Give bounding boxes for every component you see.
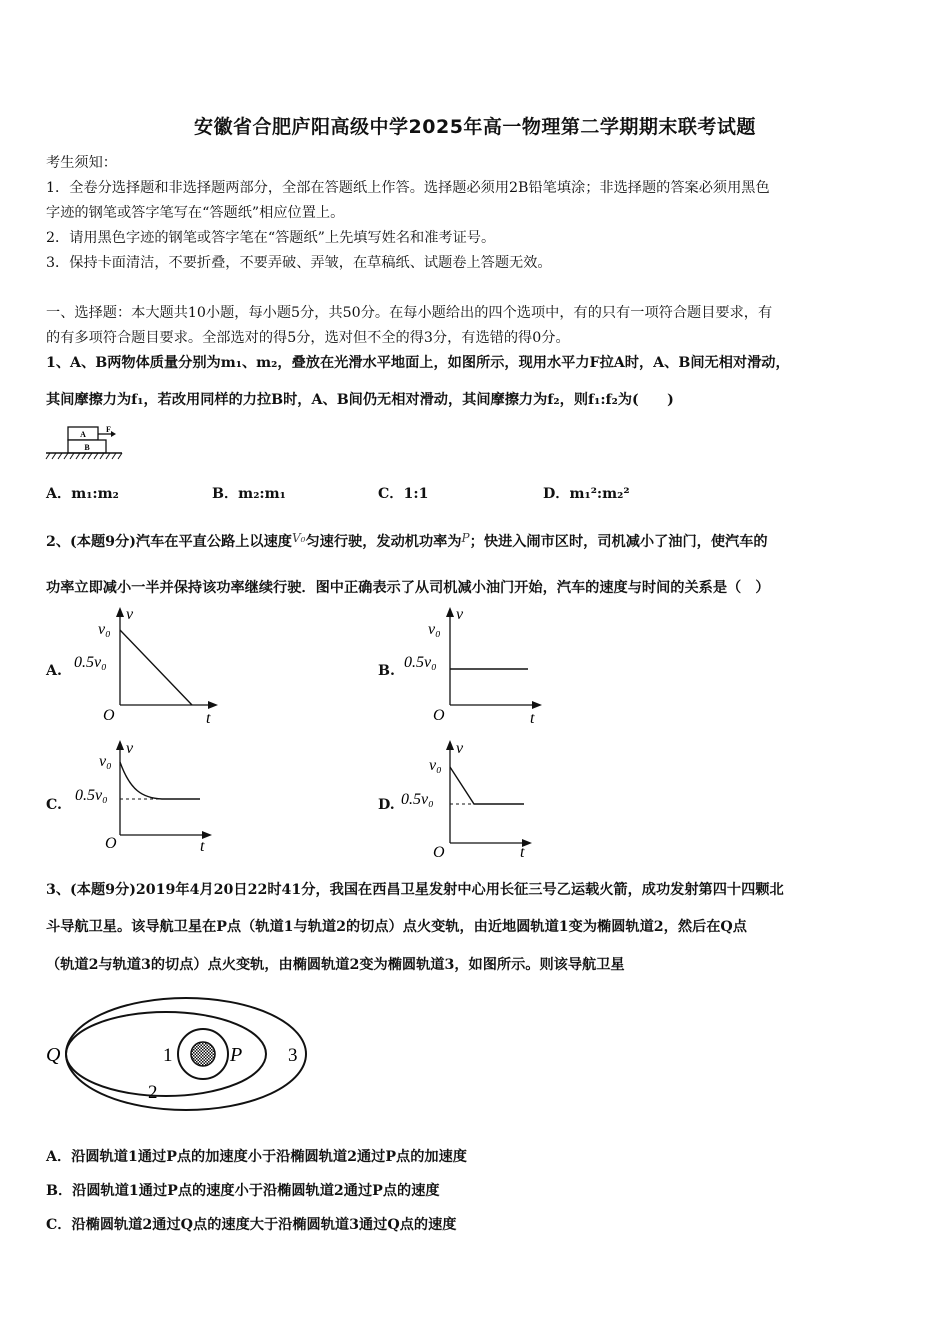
q2-graph-a — [70, 605, 230, 730]
velocity-curve — [120, 630, 192, 705]
half-v0-label: 0.5v₀ — [404, 654, 437, 671]
orbit-3-label: 3 — [288, 1045, 298, 1066]
origin-label: O — [433, 844, 445, 858]
q1-option-c: C．1:1 — [378, 486, 429, 502]
axis-label-t: t — [530, 710, 535, 727]
q2-text: 功率立即减小一半并保持该功率继续行驶．图中正确表示了从司机减小油门开始，汽车的速度与时间的关系是（ ） — [46, 580, 770, 596]
origin-label: O — [103, 707, 115, 724]
v0-label: v₀ — [99, 753, 112, 770]
half-v0-label: 0.5v₀ — [75, 787, 108, 804]
axis-label-v: v — [456, 606, 464, 623]
force-label: F — [106, 425, 111, 434]
v0-label: v₀ — [428, 621, 441, 638]
notice-line: 字迹的钢笔或答字笔写在“答题纸”相应位置上。 — [46, 205, 345, 221]
section-intro: 一、选择题：本大题共10小题，每小题5分，共50分。在每小题给出的四个选项中，有的只有一项符合题目要求，有 — [46, 305, 773, 321]
v0-label: v₀ — [98, 621, 111, 638]
q2-v0-symbol: V₀ — [291, 531, 306, 545]
q2-text-part: 2、(本题9分)汽车在平直公路上以速度 — [46, 534, 292, 550]
q1-text: 1、A、B两物体质量分别为m₁、m₂，叠放在光滑水平地面上，如图所示，现用水平力F拉A时，A、B间无相对滑动， — [46, 355, 790, 371]
v0-label: v₀ — [429, 757, 442, 774]
q3-text: （轨道2与轨道3的切点）点火变轨，由椭圆轨道2变为椭圆轨道3，如图所示。则该导航卫星 — [46, 957, 625, 973]
orbit-1-label: 1 — [163, 1045, 173, 1066]
page-title: 安徽省合肥庐阳高级中学2025年高一物理第二学期期末联考试题 — [194, 116, 756, 138]
axis-label-t: t — [206, 710, 211, 727]
q3-text: 斗导航卫星。该导航卫星在P点（轨道1与轨道2的切点）点火变轨，由近地圆轨道1变为椭圆轨道2，然后在Q点 — [46, 919, 747, 935]
force-arrowhead — [111, 431, 116, 437]
orbit-3 — [66, 998, 306, 1110]
q2-text-part: 匀速行驶，发动机功率为 — [305, 534, 462, 550]
q3-orbit-figure — [40, 995, 320, 1115]
axis-label-v: v — [126, 740, 134, 757]
orbit-2-label: 2 — [148, 1082, 158, 1103]
axis-label-v: v — [456, 740, 464, 757]
notice-line: 1．全卷分选择题和非选择题两部分，全部在答题纸上作答。选择题必须用2B铅笔填涂；非选择题的答案必须用黑色 — [46, 180, 770, 196]
q2-graph-d — [400, 738, 560, 858]
q3-option-a: A．沿圆轨道1通过P点的加速度小于沿椭圆轨道2通过P点的加速度 — [46, 1149, 467, 1165]
ground-hatching — [46, 453, 122, 459]
origin-label: O — [105, 835, 117, 852]
half-v0-label: 0.5v₀ — [74, 654, 107, 671]
q2-graph-b — [400, 605, 560, 730]
q2-graph-c — [70, 738, 230, 858]
q2-option-b: B. — [378, 663, 395, 679]
q2-option-c: C. — [46, 797, 62, 813]
q2-text — [46, 528, 768, 552]
q3-option-c: C．沿椭圆轨道2通过Q点的速度大于沿椭圆轨道3通过Q点的速度 — [46, 1217, 457, 1233]
velocity-curve — [120, 762, 200, 799]
q3-text: 3、(本题9分)2019年4月20日22时41分，我国在西昌卫星发射中心用长征三号乙运载火箭，成功发射第四十四颗北 — [46, 882, 784, 898]
section-intro: 的有多项符合题目要求。全部选对的得5分，选对但不全的得3分，有选错的得0分。 — [46, 330, 570, 346]
axis-label-t: t — [200, 838, 205, 855]
notice-line: 3．保持卡面清洁，不要折叠，不要弄破、弄皱，在草稿纸、试题卷上答题无效。 — [46, 255, 552, 271]
q3-option-b: B．沿圆轨道1通过P点的速度小于沿椭圆轨道2通过P点的速度 — [46, 1183, 440, 1199]
notice-line: 2．请用黑色字迹的钢笔或答字笔在“答题纸”上先填写姓名和准考证号。 — [46, 230, 496, 246]
q1-text: 其间摩擦力为f₁，若改用同样的力拉B时，A、B间仍无相对滑动，其间摩擦力为f₂，则f₁:f₂为( ) — [46, 392, 674, 408]
q2-option-a: A. — [46, 663, 62, 679]
q2-option-d: D. — [378, 797, 395, 813]
axis-label-t: t — [520, 844, 525, 858]
q1-block-figure — [44, 424, 126, 464]
q2-p-symbol: P — [461, 531, 470, 545]
point-q-label: Q — [46, 1044, 61, 1066]
q1-option-d: D．m₁²:m₂² — [543, 486, 630, 502]
block-a-label: A — [80, 430, 86, 439]
velocity-curve — [450, 767, 524, 804]
q1-option-b: B．m₂:m₁ — [212, 486, 286, 502]
origin-label: O — [433, 707, 445, 724]
point-p-label: P — [230, 1044, 243, 1066]
half-v0-label: 0.5v₀ — [401, 791, 434, 808]
axis-label-v: v — [126, 606, 134, 623]
block-b-label: B — [84, 443, 90, 452]
q1-option-a: A．m₁:m₂ — [46, 486, 119, 502]
earth-icon — [191, 1042, 215, 1066]
q2-text-part: ；快进入闹市区时，司机减小了油门，使汽车的 — [469, 534, 768, 550]
notice-heading: 考生须知： — [46, 155, 117, 171]
